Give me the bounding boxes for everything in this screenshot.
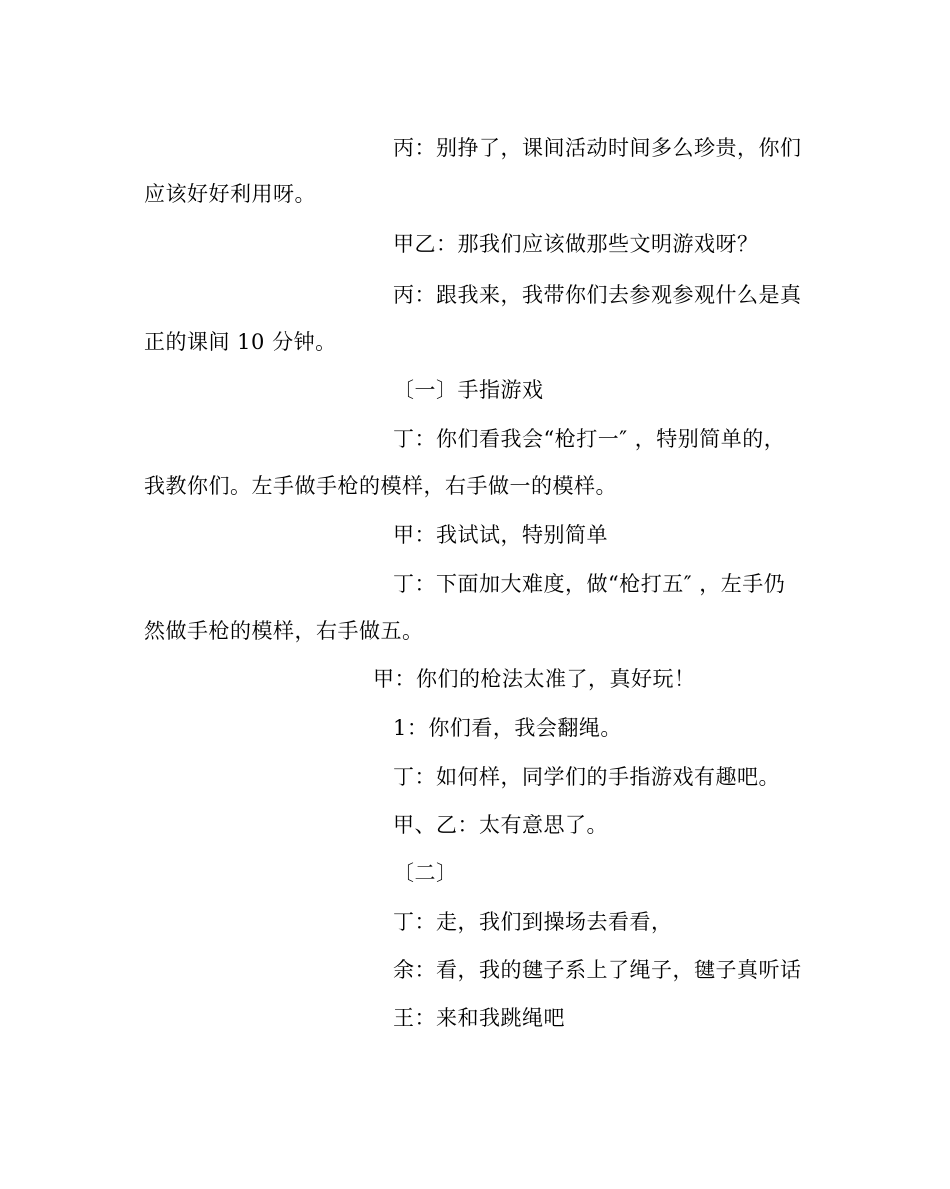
section-heading: 〔二〕 bbox=[393, 861, 458, 885]
text-line: 甲：你们的枪法太准了，真好玩！ bbox=[373, 667, 696, 691]
text-line: 应该好好利用呀。 bbox=[144, 182, 316, 206]
text-line: 甲：我试试，特别简单 bbox=[393, 523, 608, 547]
text-line: 正的课间 10 分钟。 bbox=[144, 330, 337, 354]
text-line: 甲乙：那我们应该做那些文明游戏呀？ bbox=[393, 232, 759, 256]
text-line: 余：看，我的毽子系上了绳子，毽子真听话 bbox=[393, 958, 802, 982]
text-line: 然做手枪的模样，右手做五。 bbox=[144, 619, 424, 643]
text-line: 丙：别挣了，课间活动时间多么珍贵，你们 bbox=[393, 136, 802, 160]
text-line: 1：你们看，我会翻绳。 bbox=[393, 716, 622, 740]
text-line: 甲、乙：太有意思了。 bbox=[393, 813, 608, 837]
text-line: 丁：下面加大难度，做“枪打五″ ，左手仍 bbox=[393, 572, 786, 596]
text-line: 丁：如何样，同学们的手指游戏有趣吧。 bbox=[393, 765, 780, 789]
text-line: 王：来和我跳绳吧 bbox=[393, 1006, 565, 1030]
section-heading: 〔一〕手指游戏 bbox=[393, 378, 544, 402]
text-line: 丁：你们看我会“枪打一″ ，特别简单的， bbox=[393, 427, 786, 451]
text-line: 丙：跟我来，我带你们去参观参观什么是真 bbox=[393, 283, 802, 307]
text-line: 丁：走，我们到操场去看看， bbox=[393, 910, 673, 934]
text-line: 我教你们。左手做手枪的模样，右手做一的模样。 bbox=[144, 474, 617, 498]
